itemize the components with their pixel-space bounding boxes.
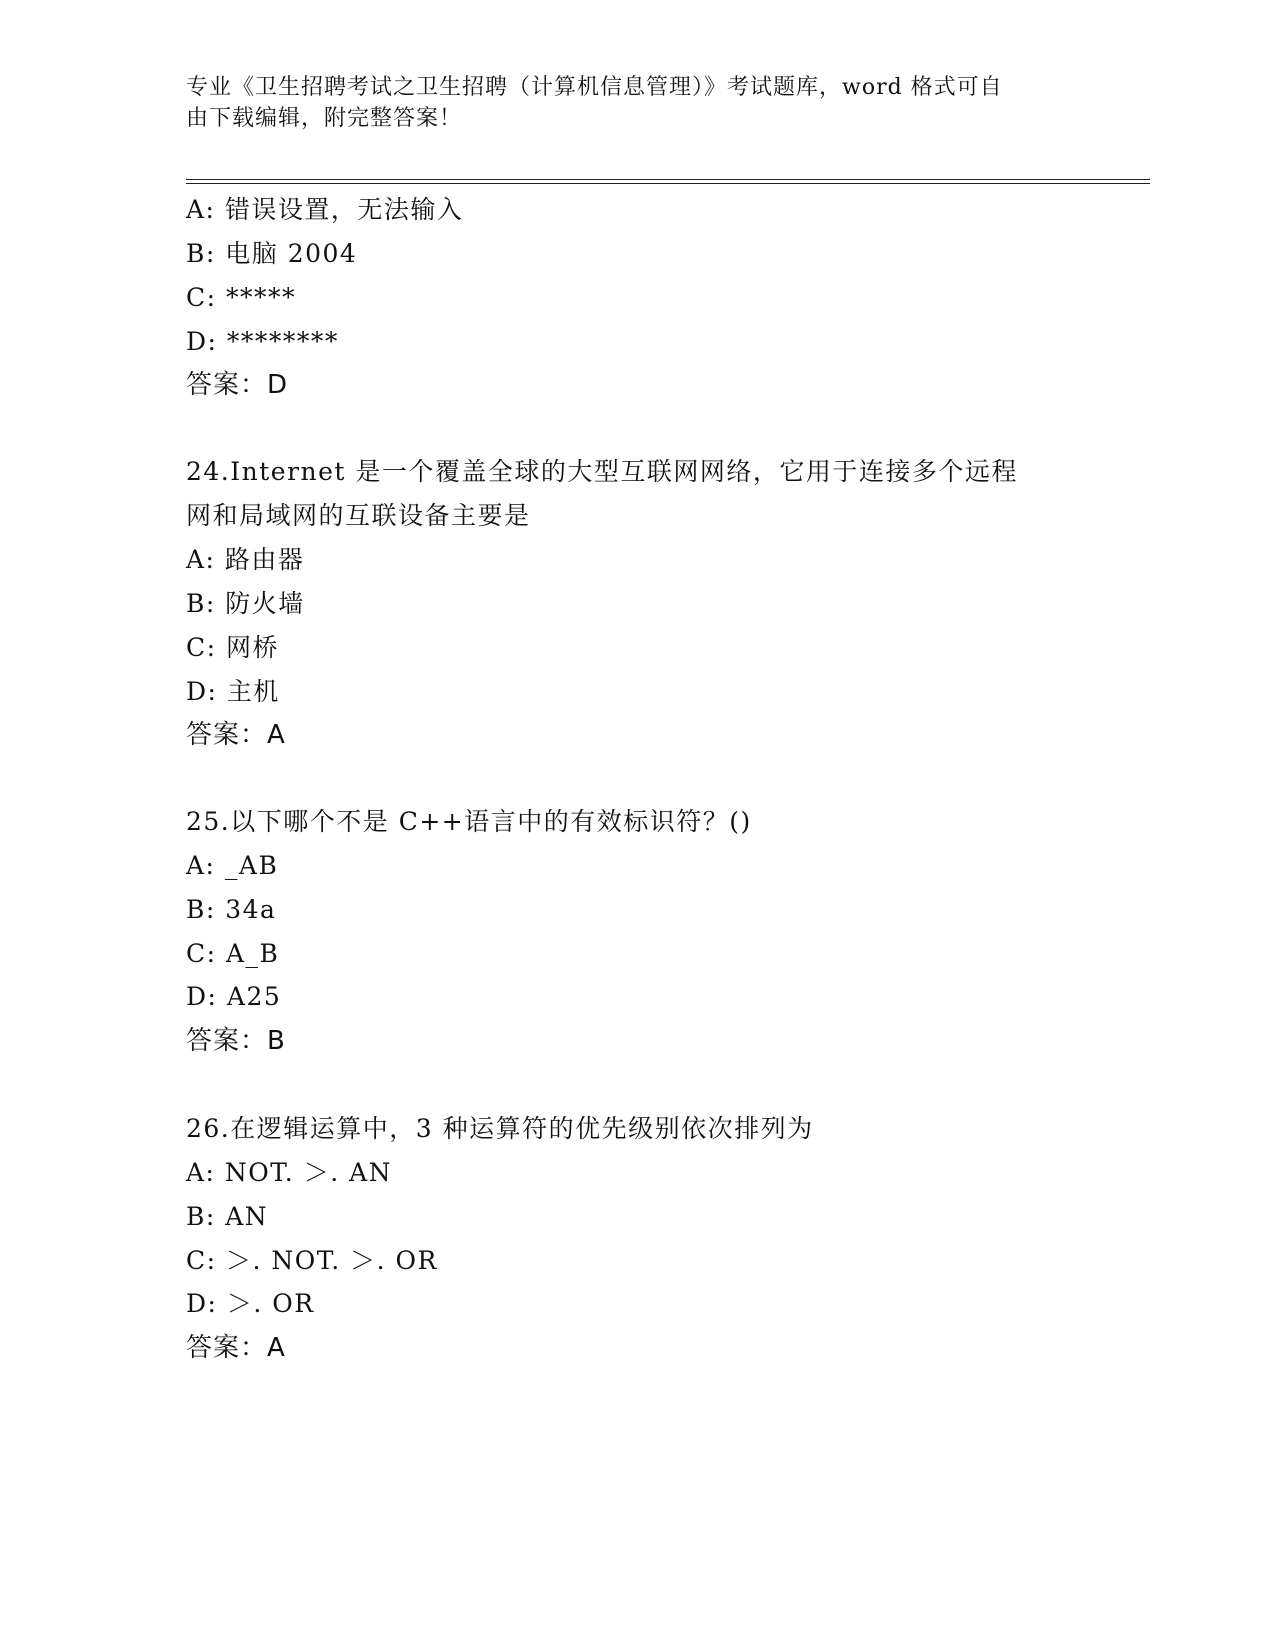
q23-option-b: B: 电脑 2004: [186, 239, 358, 268]
q23-option-d: D: ********: [186, 327, 339, 356]
q23-answer: [186, 370, 288, 400]
q24-option-d: D: 主机: [186, 677, 280, 706]
q25-option-b: B: 34a: [186, 895, 277, 924]
q24-stem-line-1: 24.Internet 是一个覆盖全球的大型互联网网络，它用于连接多个远程: [186, 457, 1018, 486]
q24-option-c: C: 网桥: [186, 633, 279, 662]
q24-answer: [186, 720, 286, 750]
q25-stem: 25.以下哪个不是 C++语言中的有效标识符？(): [186, 807, 752, 836]
q26-option-a: A: NOT. ＞. AN: [186, 1158, 393, 1187]
header-line-2: 由下载编辑，附完整答案！: [186, 106, 463, 131]
q25-answer: [186, 1026, 286, 1056]
q25-option-d: D: A25: [186, 982, 282, 1011]
header-divider-bottom: [186, 183, 1150, 184]
answer-label: 答案：: [186, 370, 268, 400]
q26-option-c: C: ＞. NOT. ＞. OR: [186, 1246, 438, 1275]
q25-option-a: A: _AB: [186, 851, 279, 880]
q23-answer-value: D: [267, 370, 289, 400]
answer-label: 答案：: [186, 720, 268, 750]
q26-stem: 26.在逻辑运算中，3 种运算符的优先级别依次排列为: [186, 1114, 814, 1143]
q24-stem-line-2: 网和局域网的互联设备主要是: [186, 501, 531, 530]
q24-option-b: B: 防火墙: [186, 589, 305, 618]
q25-answer-value: B: [267, 1026, 286, 1056]
q23-option-a: A: 错误设置，无法输入: [186, 195, 464, 224]
answer-label: 答案：: [186, 1026, 268, 1056]
q24-option-a: A: 路由器: [186, 545, 305, 574]
q25-option-c: C: A_B: [186, 939, 280, 968]
document-header: [186, 72, 1066, 134]
header-divider-top: [186, 179, 1150, 180]
q26-answer: [186, 1333, 286, 1363]
q26-option-d: D: ＞. OR: [186, 1289, 315, 1318]
q24-answer-value: A: [267, 720, 286, 750]
q26-option-b: B: AN: [186, 1202, 269, 1231]
header-line-1: 专业《卫生招聘考试之卫生招聘（计算机信息管理）》考试题库，word 格式可自: [186, 75, 1003, 100]
q26-answer-value: A: [267, 1333, 286, 1363]
q23-option-c: C: *****: [186, 283, 296, 312]
answer-label: 答案：: [186, 1333, 268, 1363]
